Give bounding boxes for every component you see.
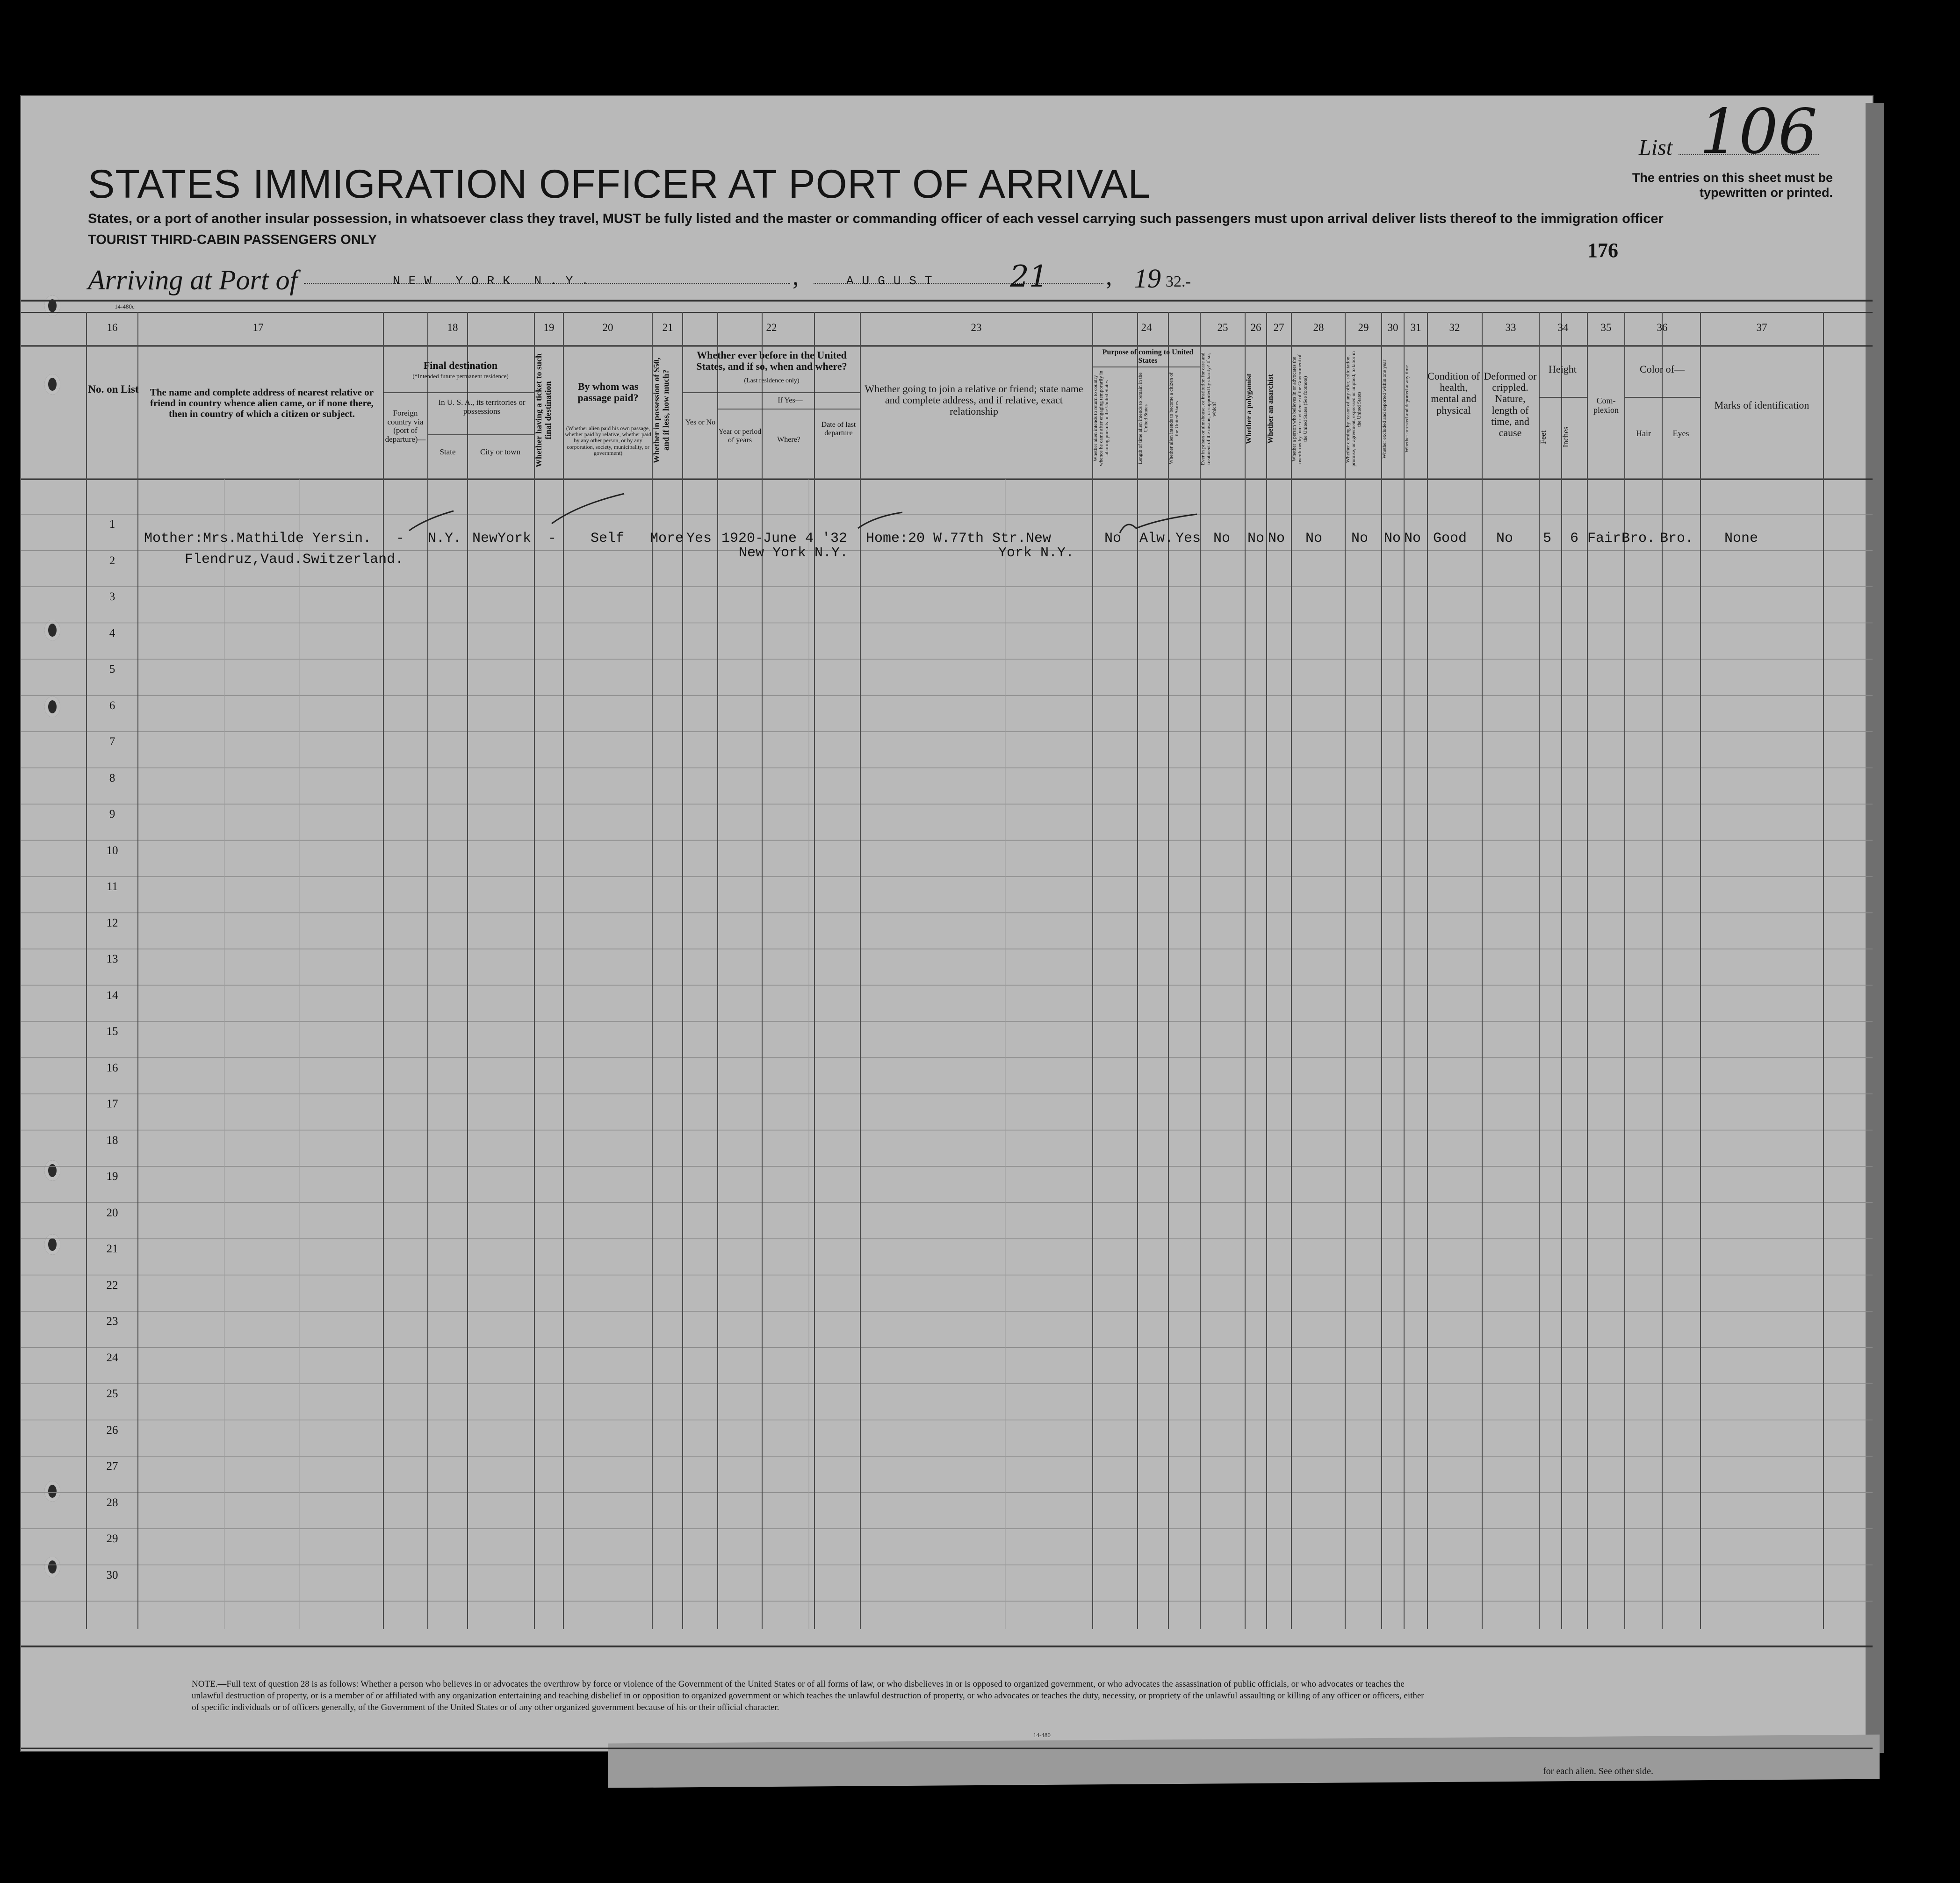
column-number: 19 — [543, 322, 555, 333]
row-number: 17 — [106, 1098, 118, 1110]
typewritten-note: The entries on this sheet must be typewritten or printed. — [1632, 171, 1833, 200]
underlying-page-flap — [608, 1735, 1880, 1788]
col-possession: Whether in possession of $50, and if less, how much? — [652, 357, 670, 463]
column-number: 23 — [971, 322, 982, 333]
binder-hole — [44, 620, 60, 640]
column-number: 25 — [1217, 322, 1228, 333]
column-number: 32 — [1449, 322, 1460, 333]
list-number: 106 — [1700, 96, 1817, 168]
column-number: 16 — [107, 322, 118, 333]
entry-q28: No — [1305, 531, 1323, 546]
row-number: 10 — [106, 844, 118, 857]
row-number: 27 — [106, 1460, 118, 1473]
col-q28: Whether a person who believes in or advocates the overthrow by force or violence of the Government of the United States (See footnote) — [1291, 354, 1309, 464]
checkmark-icon — [1117, 510, 1202, 538]
col-purpose-length: Length of time alien intends to remain in the United States — [1138, 372, 1149, 465]
entry-q29: No — [1351, 531, 1369, 546]
row-number: 12 — [106, 916, 118, 929]
sheet-edge — [1866, 103, 1884, 1753]
col-last-residence: (Last residence only) — [744, 377, 800, 384]
column-number: 17 — [252, 322, 264, 333]
col-condition: Condition of health, mental and physical — [1427, 370, 1480, 416]
row-number: 28 — [106, 1496, 118, 1509]
col-anarchist: Whether an anarchist — [1267, 374, 1275, 444]
entry-city: NewYork — [472, 531, 532, 546]
col-by-whom-note: (Whether alien paid his own passage, whether paid by relative, whether paid by any other person, or by any corporation, society, municipality, or government) — [565, 425, 651, 456]
column-number: 37 — [1756, 322, 1767, 333]
row-number: 2 — [109, 554, 115, 567]
col-inches: Inches — [1561, 426, 1570, 448]
col-if-yes: If Yes— — [778, 396, 803, 404]
entry-join-line1: Home:20 W.77th Str.New — [866, 531, 1052, 546]
row-number: 9 — [109, 808, 115, 820]
col-hair: Hair — [1636, 429, 1651, 438]
col-by-whom-paid: By whom was passage paid? — [577, 381, 639, 404]
checkmark-icon — [407, 507, 458, 535]
footnote-question-28: NOTE.—Full text of question 28 is as follows: Whether a person who believes in or advocates the overthrow by force or violence of the Government of the United States or of all forms of law, or who disbelieves in or is opposed to organized government, or who advocates the assassination of public officials, or who advocates or teaches the unlawful destruction of property, or is a member of or affiliated with any organization entertaining and teaching disbelief in or opposition to organized government or which teaches the unlawful destruction of property, or who advocates or teaches the duty, necessity, or propriety of the unlawful assaulting or killing of any officer or officers, either of specific individuals or of officers generally, of the Government of the United States or of any other organized government because of his or their official character. — [192, 1679, 1424, 1712]
col-marks: Marks of identification — [1714, 399, 1809, 411]
col-height: Height — [1549, 363, 1577, 375]
entry-paid-by: Self — [591, 531, 625, 546]
entry-inches: 6 — [1570, 531, 1579, 546]
col-where: Where? — [777, 436, 800, 444]
col-ever-before: Whether ever before in the United States, and if so, when and where? — [696, 349, 847, 373]
column-number: 30 — [1387, 322, 1398, 333]
col-deformed: Deformed or crippled. Nature, length of time, and cause — [1484, 370, 1537, 438]
row-number: 20 — [106, 1206, 118, 1219]
col-purpose-return: Whether alien intends to return to country whence he came after engaging temporarily in laboring pursuits in the United States — [1093, 371, 1110, 467]
arrival-month: AUGUST — [846, 274, 941, 288]
entry-where-line2: New York N.Y. — [739, 545, 849, 561]
column-number: 29 — [1358, 322, 1369, 333]
entry-ever-before: Yes — [686, 531, 712, 546]
page-subtitle: States, or a port of another insular possession, in whatsoever class they travel, MUST be fully listed and the master or commanding officer of each vessel carrying such passengers must upon arrival deliver lists thereof to the immigration officer — [88, 211, 1664, 226]
row-number: 11 — [106, 880, 118, 893]
column-number: 20 — [602, 322, 613, 333]
entry-anarchist: No — [1268, 531, 1285, 546]
row-number: 21 — [106, 1243, 118, 1255]
entry-eyes: Bro. — [1660, 531, 1694, 546]
col-state: State — [440, 447, 456, 456]
col-q30: Whether excluded and deported within one year — [1382, 359, 1387, 459]
row-number: 25 — [106, 1387, 118, 1400]
binder-hole — [44, 1557, 60, 1577]
column-number: 24 — [1141, 322, 1152, 333]
col-ticket: Whether having a ticket to such final destination — [534, 353, 553, 467]
row-number: 6 — [109, 699, 115, 712]
column-number: 35 — [1600, 322, 1612, 333]
entry-join-line2: York N.Y. — [998, 545, 1074, 561]
column-number: 27 — [1273, 322, 1284, 333]
entry-marks: None — [1724, 531, 1758, 546]
entry-citizen: Yes — [1175, 531, 1201, 546]
col-polygamist: Whether a polygamist — [1245, 374, 1253, 445]
col-final-destination-note: (*Intended future permanent residence) — [412, 373, 509, 380]
row-number: 30 — [106, 1568, 118, 1581]
column-number: 18 — [447, 322, 458, 333]
column-number: 28 — [1313, 322, 1324, 333]
arrival-year-prefix: 19 — [1134, 263, 1161, 294]
entry-feet: 5 — [1543, 531, 1552, 546]
col-yes-no: Yes or No — [685, 418, 716, 426]
row-number: 13 — [106, 953, 118, 965]
entry-relative-line2: Flendruz,Vaud.Switzerland. — [185, 552, 404, 568]
row-number: 7 — [109, 735, 115, 748]
binder-hole — [44, 295, 60, 316]
col-in-usa: In U. S. A., its territories or possessions — [438, 398, 526, 416]
col-color-of: Color of— — [1640, 363, 1685, 375]
arrival-year-suffix: 32.- — [1166, 273, 1191, 290]
column-number: 26 — [1250, 322, 1261, 333]
row-number: 3 — [109, 590, 115, 603]
entry-hair: Bro. — [1621, 531, 1656, 546]
entry-deformed: No — [1496, 531, 1513, 546]
entry-prison: No — [1213, 531, 1231, 546]
flap-text: for each alien. See other side. — [1543, 1766, 1654, 1776]
col-purpose: Purpose of coming to United States — [1102, 348, 1194, 365]
column-number: 22 — [766, 322, 777, 333]
arrival-day: 21 — [1010, 259, 1048, 294]
column-number: 21 — [662, 322, 673, 333]
col-purpose-citizen: Whether alien intends to become a citizen of the United States — [1168, 372, 1180, 465]
col-feet: Feet — [1539, 430, 1548, 444]
entry-relative-line1: Mother:Mrs.Mathilde Yersin. — [144, 531, 372, 546]
col-year-period: Year or period of years — [718, 428, 762, 444]
col-foreign-country: Foreign country via (port of departure)— — [385, 409, 426, 444]
row-number: 5 — [109, 663, 115, 676]
entry-health: Good — [1433, 531, 1467, 546]
binder-hole — [44, 697, 60, 717]
col-final-destination: Final destination — [423, 359, 498, 371]
column-number: 33 — [1505, 322, 1516, 333]
col-going-to-join: Whether going to join a relative or friend; state name and complete address, and if relative, exact relationship — [865, 383, 1083, 417]
row-number: 22 — [106, 1279, 118, 1292]
col-nearest-relative: The name and complete address of nearest relative or friend in country whence alien came, or if none there, then in country of which a citizen or subject. — [150, 387, 374, 420]
form-number: 14-480c — [115, 303, 135, 310]
col-no-on-list: No. on List — [88, 383, 139, 395]
footnote-code: 14-480 — [1033, 1732, 1051, 1739]
row-number: 16 — [106, 1061, 118, 1074]
separator-comma: , — [793, 262, 799, 290]
row-number: 29 — [106, 1532, 118, 1545]
row-number: 8 — [109, 771, 115, 784]
row-number: 19 — [106, 1170, 118, 1183]
separator-comma: , — [1106, 262, 1112, 290]
row-number: 4 — [109, 626, 115, 640]
page-title: STATES IMMIGRATION OFFICER AT PORT OF ARRIVAL — [88, 162, 1151, 207]
entry-complexion: Fair — [1587, 531, 1621, 546]
binder-hole — [44, 1234, 60, 1255]
row-number: 1 — [109, 518, 115, 531]
binder-hole — [44, 1481, 60, 1502]
col-date-departure: Date of last departure — [821, 421, 856, 437]
row-number: 18 — [106, 1134, 118, 1147]
col-q29: Whether coming by reason of any offer, solicitation, promise, or agreement, expressed or implied, to labor in the United States — [1345, 351, 1362, 467]
row-number: 15 — [106, 1025, 118, 1038]
row-number: 23 — [106, 1315, 118, 1328]
entry-q30: No — [1384, 531, 1401, 546]
entry-purpose-return: No — [1104, 531, 1122, 546]
col-prison: Ever in prison or almshouse, or institution for care and treatment of the insane, or supported by charity? If so, which? — [1200, 352, 1218, 466]
checkmark-icon — [856, 510, 907, 533]
entry-state: N.Y. — [428, 531, 462, 546]
col-eyes: Eyes — [1672, 429, 1689, 438]
entry-polygamist: No — [1247, 531, 1265, 546]
port-of-arrival: NEW YORK N.Y. — [393, 274, 597, 288]
cabin-class: TOURIST THIRD-CABIN PASSENGERS ONLY — [88, 232, 377, 247]
entry-possession: More — [650, 531, 684, 546]
col-complexion: Com- plexion — [1593, 396, 1619, 415]
entry-length-stay: Alw. — [1139, 531, 1174, 546]
column-number: 31 — [1410, 322, 1421, 333]
column-number: 36 — [1657, 322, 1668, 333]
row-number: 24 — [106, 1351, 118, 1364]
entry-where-line1: June 4 '32 — [763, 531, 848, 546]
entry-years: 1920- — [721, 531, 764, 546]
list-label: List — [1639, 135, 1673, 160]
stamp-number: 176 — [1587, 239, 1618, 262]
arriving-label: Arriving at Port of — [88, 265, 298, 295]
entry-ticket: - — [548, 531, 557, 546]
entry-foreign-country: - — [396, 531, 405, 546]
checkmark-icon — [549, 491, 629, 528]
row-number: 26 — [106, 1423, 118, 1437]
binder-hole — [44, 374, 60, 395]
manifest-sheet — [21, 96, 1873, 1751]
binder-hole — [44, 1160, 60, 1181]
row-number: 14 — [106, 989, 118, 1002]
column-number: 34 — [1557, 322, 1569, 333]
col-q31: Whether arrested and deported at any time — [1404, 365, 1410, 453]
entry-q31: No — [1404, 531, 1421, 546]
col-city: City or town — [480, 447, 520, 456]
